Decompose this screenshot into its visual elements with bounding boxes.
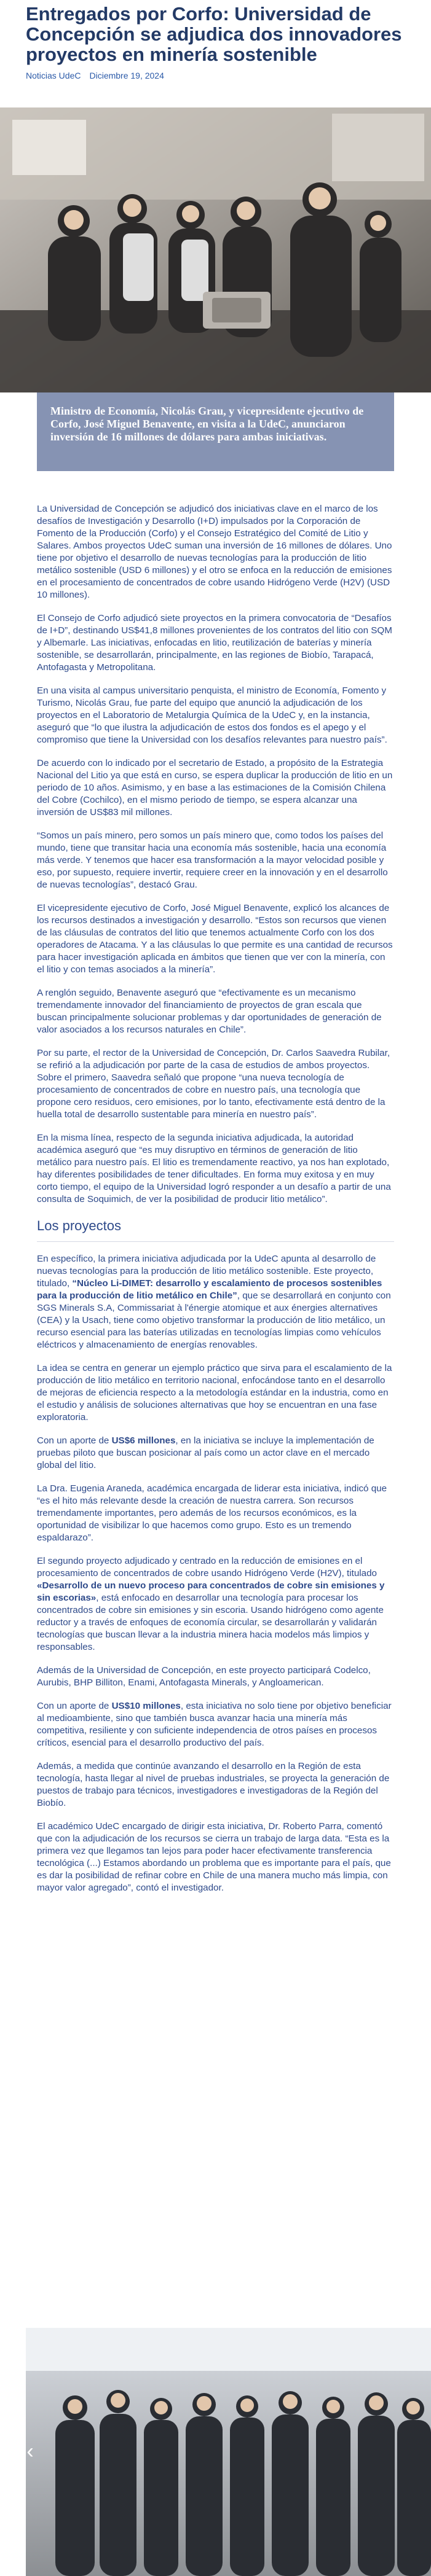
photo-caption [37, 392, 394, 471]
article-meta [26, 71, 405, 80]
text-run: , que se desarrollará en conjunto con SGS Minerals S.A, Commissariat à l'énergie atomique et aux énergies alternatives (CEA) y la Usach, tiene como objetivo transformar la producción de litio metálico, un recurso esencial para las baterías utilizadas en tecnologías limpias como vehículos eléctricos y almacenamiento de energías renovables. [37, 1290, 391, 1350]
text-run: Con un aporte de [37, 1435, 112, 1446]
paragraph: Por su parte, el rector de la Universidad de Concepción, Dr. Carlos Saavedra Rubilar, se refirió a la adjudicación por parte de la casa de estudios de ambos proyectos. Sobre el primero, Saavedra señaló que propone “una nueva tecnología de procesamiento de concentrados de cobre en nuestro país, una tecnología que propone cero residuos, cero emisiones, por lo tanto, efectivamente está dentro de la huella total de desarrollo sustentable para minería en nuestro país”. [37, 1048, 390, 1120]
text-run: El segundo proyecto adjudicado y centrado en la reducción de emisiones en el procesamiento de concentrados de cobre usando Hidrógeno Verde (H2V), titulado [37, 1556, 378, 1579]
section-divider [37, 1241, 394, 1242]
paragraph [37, 1555, 394, 1653]
article-title: Entregados por Corfo: Universidad de Concepción se adjudica dos innovadores proyectos en minería sostenible [26, 3, 402, 65]
text-run: Con un aporte de [37, 1701, 112, 1711]
caption-text: Ministro de Economía, Nicolás Grau, y vicepresidente ejecutivo de Corfo, José Miguel Benavente, en visita a la UdeC, anunciaron inversión de 16 millones de dólares para ambas iniciativas. [50, 405, 364, 443]
paragraph [37, 1253, 394, 1351]
text-run: , esta iniciativa no solo tiene por objetivo beneficiar al medioambiente, sino que también busca avanzar hacia una minería más competitiva, resiliente y con suficiente independencia de otros países en procesos críticos, esencial para el desarrollo productivo del país. [37, 1701, 392, 1748]
paragraph [37, 1700, 394, 1749]
text-run: , en la iniciativa se incluye la implementación de pruebas piloto que buscan posicionar al país como un actor clave en el mercado global del litio. [37, 1435, 374, 1470]
paragraph: El Consejo de Corfo adjudicó siete proyectos en la primera convocatoria de “Desafíos de I+D”, destinando US$41,8 millones provenientes de los contratos del litio con SQM y Albemarle. Las iniciativas, enfocadas en litio, reutilización de baterías y minería sostenible, se desarrollarán, principalmente, en las regiones de Biobío, Tarapacá, Antofagasta y Metropolitana. [37, 613, 392, 673]
paragraph: La idea se centra en generar un ejemplo práctico que sirva para el escalamiento de la producción de litio metálico en territorio nacional, enfocándose tanto en el desarrollo de mejoras de eficiencia respecto a la metodología estándar en la industria, como en el estudio y análisis de soluciones alternativas que hoy se encuentran en una fase exploratoria. [37, 1363, 392, 1423]
publish-date: Diciembre 19, 2024 [89, 71, 164, 80]
paragraph: “Somos un país minero, pero somos un país minero que, como todos los países del mundo, tiene que transitar hacia una economía más sostenible, hacia una economía más verde. Y tenemos que hacer esa transformación a la mayor velocidad posible y eso, por supuesto, requiere invertir, requiere creer en la innovación y en el desarrollo de nuevas tecnologías”, destacó Grau. [37, 830, 388, 890]
gallery-prev-arrow[interactable]: ‹ [26, 2440, 34, 2463]
paragraph: La Universidad de Concepción se adjudicó dos iniciativas clave en el marco de los desafíos de Investigación y Desarrollo (I+D) impulsados por la Corporación de Fomento de la Producción (Corfo) y el Consejo Estratégico del Comité de Litio y Salares. Ambos proyectos UdeC suman una inversión de 16 millones de dólares. Uno tiene por objetivo el desarrollo de nuevas tecnologías para la producción de litio metálico sostenible (USD 6 millones) y el otro se enfoca en la reducción de emisiones en el procesamiento de concentrados de cobre usando Hidrógeno Verde (H2V) (USD 10 millones). [37, 504, 392, 600]
hero-photo [0, 107, 431, 392]
photo-gallery [26, 2328, 431, 2576]
paragraph: En una visita al campus universitario penquista, el ministro de Economía, Fomento y Turismo, Nicolás Grau, fue parte del equipo que anunció la adjudicación de los proyectos en el Laboratorio de Metalurgia Química de la UdeC y, en la instancia, aseguró que “lo que ilustra la adjudicación de estos dos fondos es el apego y el compromiso que tiene la Universidad con los desafíos relevantes para nuestro país”. [37, 685, 387, 745]
bold-project-title: “Núcleo Li-DIMET: desarrollo y escalamiento de procesos sostenibles para la producción de litio metálico en Chile” [37, 1278, 382, 1301]
paragraph [37, 1435, 394, 1472]
text-run: En específico, la primera iniciativa adjudicada por la UdeC apunta al desarrollo de nuevas tecnologías para la producción de litio metálico sostenible. Este proyecto, titulado, [37, 1254, 376, 1289]
bold-project-title: «Desarrollo de un nuevo proceso para concentrados de cobre sin emisiones y sin escorias» [37, 1580, 385, 1603]
paragraph: El académico UdeC encargado de dirigir esta iniciativa, Dr. Roberto Parra, comentó que con la adjudicación de los recursos se cierra un trabajo de larga data. “Esta es la primera vez que llegamos tan lejos para poder hacer efectivamente transferencia tecnológica (...) Estamos abordando un problema que es importante para el país, que es dar la posibilidad de refinar cobre en Chile de una manera mucho más limpia, con mayor valor agregado”, contó el investigador. [37, 1821, 391, 1893]
section-heading: Los proyectos [37, 1218, 121, 1233]
paragraph: En la misma línea, respecto de la segunda iniciativa adjudicada, la autoridad académica aseguró que “es muy disruptivo en términos de generación de litio metálico para nuestro país. El litio es tremendamente reactivo, ya nos han explotado, hay diferentes posibilidades de tener dificultades. En forma muy exitosa y en muy corto tiempo, el equipo de la Universidad logró responder a un desafío a partir de una consulta de Soquimich, de ver la posibilidad de producir litio metálico”. [37, 1133, 391, 1204]
author-link[interactable]: Noticias UdeC [26, 71, 81, 80]
article-body [0, 471, 431, 1894]
paragraph: Además de la Universidad de Concepción, en este proyecto participará Codelco, Aurubis, BHP Billiton, Enami, Antofagasta Minerals, y Angloamerican. [37, 1665, 371, 1688]
paragraph: La Dra. Eugenia Araneda, académica encargada de liderar esta iniciativa, indicó que “es el hito más relevante desde la creación de nuestra carrera. Son recursos tremendamente importantes, pero además de los recursos económicos, es la oportunidad de visibilizar lo que hacemos como grupo. Esto es un tremendo espaldarazo”. [37, 1483, 387, 1543]
paragraph: A renglón seguido, Benavente aseguró que “efectivamente es un mecanismo tremendamente innovador del financiamiento de proyectos de gran escala que buscan principalmente solucionar problemas y dar oportunidades de generación de valor asociados a los recursos naturales en Chile”. [37, 988, 382, 1035]
paragraph: Además, a medida que continúe avanzando el desarrollo en la Región de esta tecnología, hasta llegar al nivel de pruebas industriales, se proyecta la generación de puestos de trabajo para técnicos, investigadores e investigadoras de la Región del Biobío. [37, 1761, 390, 1808]
text-run: , está enfocado en desarrollar una tecnología para procesar los concentrados de cobre sin emisiones y sin escoria. Usando hidrógeno como agente reductor y a través de enfoques de economía circular, se desarrollarán y validarán tecnologías que buscan llevar a la industria minera hacia modelos más limpios y responsables. [37, 1593, 384, 1652]
bold-amount: US$10 millones [111, 1701, 181, 1711]
paragraph: De acuerdo con lo indicado por el secretario de Estado, a propósito de la Estrategia Nacional del Litio ya que está en curso, se espera duplicar la producción de litio en un periodo de 10 años. Asimismo, y en base a las estimaciones de la Comisión Chilena del Cobre (Cochilco), en el mismo periodo de tiempo, se espera alcanzar una inversión de US$83 mil millones. [37, 758, 393, 818]
paragraph: El vicepresidente ejecutivo de Corfo, José Miguel Benavente, explicó los alcances de los recursos destinados a investigación y desarrollo. “Estos son recursos que vienen de las cláusulas de contratos del litio que tenemos actualmente Corfo con los dos operadores de Atacama. Y a las cláusulas lo que permite es una cantidad de recursos para hacer investigación aplicada en ámbitos que tienen que ver con la minería, con el litio y con temas asociados a la minería”. [37, 903, 393, 975]
bold-amount: US$6 millones [111, 1435, 176, 1446]
article-header [0, 0, 431, 80]
